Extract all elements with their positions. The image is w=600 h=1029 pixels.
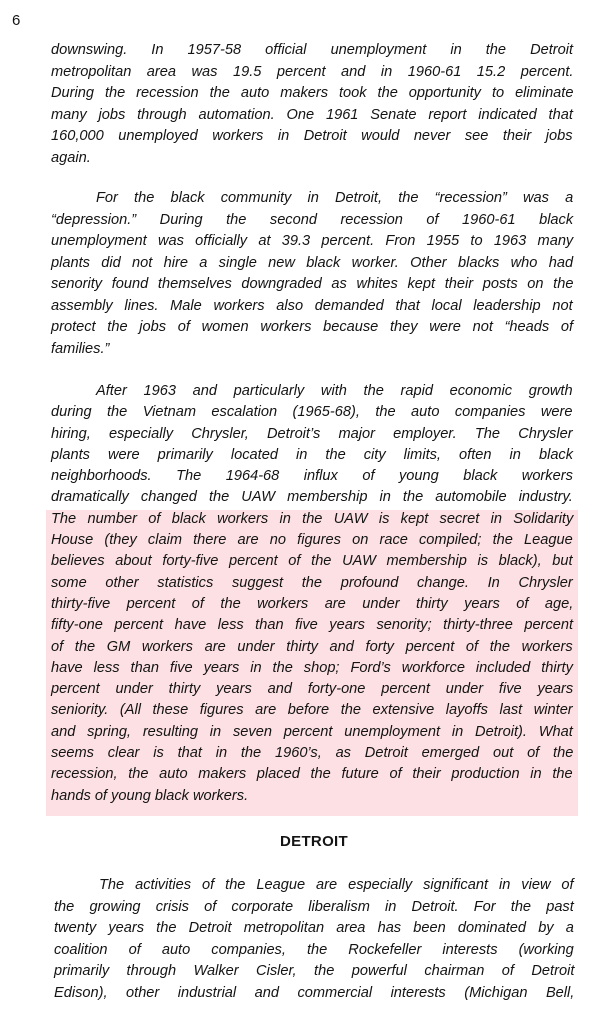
highlighted-text-line: some other statistics suggest the profound change. In Chrysler xyxy=(51,574,573,591)
text-line: During the recession the auto makers took the opportunity to eliminate xyxy=(51,85,574,101)
text-line: For the black community in Detroit, the “recession” was a xyxy=(96,190,574,206)
highlighted-text-line: percent under thirty years and forty-one percent under five years xyxy=(51,681,574,698)
text-line: 160,000 unemployed workers in Detroit would never see their jobs xyxy=(51,128,573,144)
highlighted-text-line: hands of young black workers. xyxy=(51,787,249,804)
highlighted-text-line: believes about forty-five percent of the UAW membership is black), but xyxy=(51,553,573,570)
text-line: assembly lines. Male workers also demanded that local leadership not xyxy=(51,297,573,314)
text-line: downswing. In 1957-58 official unemployment in the Detroit xyxy=(51,42,574,58)
text-line: plants did not hire a single new black worker. Other blacks who had xyxy=(51,254,574,271)
text-line: twenty years the Detroit metropolitan area has been dominated by a xyxy=(54,920,574,936)
highlighted-text-line: seems clear is that in the 1960’s, as Detroit emerged out of the xyxy=(51,745,574,762)
highlighted-text-line: have less than five years in the shop; Ford’s workforce included thirty xyxy=(51,659,573,676)
paragraph-1 xyxy=(51,40,573,169)
highlighted-text-line: and spring, resulting in seven percent unemployment in Detroit). What xyxy=(51,723,573,740)
highlighted-text-line: of the GM workers are under thirty and forty percent of the workers xyxy=(51,638,573,655)
text-line: Edison), other industrial and commercial interests (Michigan Bell, xyxy=(54,984,575,1001)
text-line: coalition of auto companies, the Rockefeller interests (working xyxy=(54,941,574,958)
section-heading: DETROIT xyxy=(280,833,348,850)
text-line: dramatically changed the UAW membership in the automobile industry. xyxy=(51,489,573,506)
text-line: primarily through Walker Cisler, the powerful chairman of Detroit xyxy=(54,963,575,979)
text-line: “depression.” During the second recession of 1960-61 black xyxy=(51,211,574,228)
text-line: protect the jobs of women workers because they were not “heads of xyxy=(51,319,574,335)
text-line: the growing crisis of corporate liberalism in Detroit. For the past xyxy=(54,898,574,915)
text-line: again. xyxy=(51,149,91,166)
text-line: families.” xyxy=(51,340,110,357)
text-line: senority found themselves downgraded as whites kept their posts on the xyxy=(51,276,574,292)
highlighted-text-line: House (they claim there are no figures on race compiled; the League xyxy=(51,532,573,549)
highlighted-text-line: The number of black workers in the UAW is kept secret in Solidarity xyxy=(51,510,574,527)
text-line: plants were primarily located in the city limits, often in black xyxy=(51,446,574,463)
paragraph-4 xyxy=(54,875,574,1004)
text-line: After 1963 and particularly with the rapid economic growth xyxy=(96,383,573,399)
text-line: during the Vietnam escalation (1965-68), the auto companies were xyxy=(51,404,573,421)
text-line: metropolitan area was 19.5 percent and in 1960-61 15.2 percent. xyxy=(51,63,574,80)
paragraph-3 xyxy=(51,381,573,807)
page-number: 6 xyxy=(12,12,21,29)
text-line: hiring, especially Chrysler, Detroit’s major employer. The Chrysler xyxy=(51,425,573,442)
paragraph-2 xyxy=(51,188,573,360)
highlighted-text-line: fifty-one percent have less than five years senority; thirty-three percent xyxy=(51,617,574,634)
highlighted-text-line: seniority. (All these figures are before the extensive layoffs last winter xyxy=(51,702,573,719)
highlighted-text-line: recession, the auto makers placed the future of their production in the xyxy=(51,766,573,783)
text-line: unemployment was officially at 39.3 percent. Fron 1955 to 1963 many xyxy=(51,233,574,249)
text-line: neighborhoods. The 1964-68 influx of young black workers xyxy=(51,468,573,485)
text-line: The activities of the League are especially significant in view of xyxy=(99,877,574,893)
highlighted-text-line: thirty-five percent of the workers are under thirty years of age, xyxy=(51,595,574,612)
text-line: many jobs through automation. One 1961 Senate report indicated that xyxy=(51,106,573,123)
